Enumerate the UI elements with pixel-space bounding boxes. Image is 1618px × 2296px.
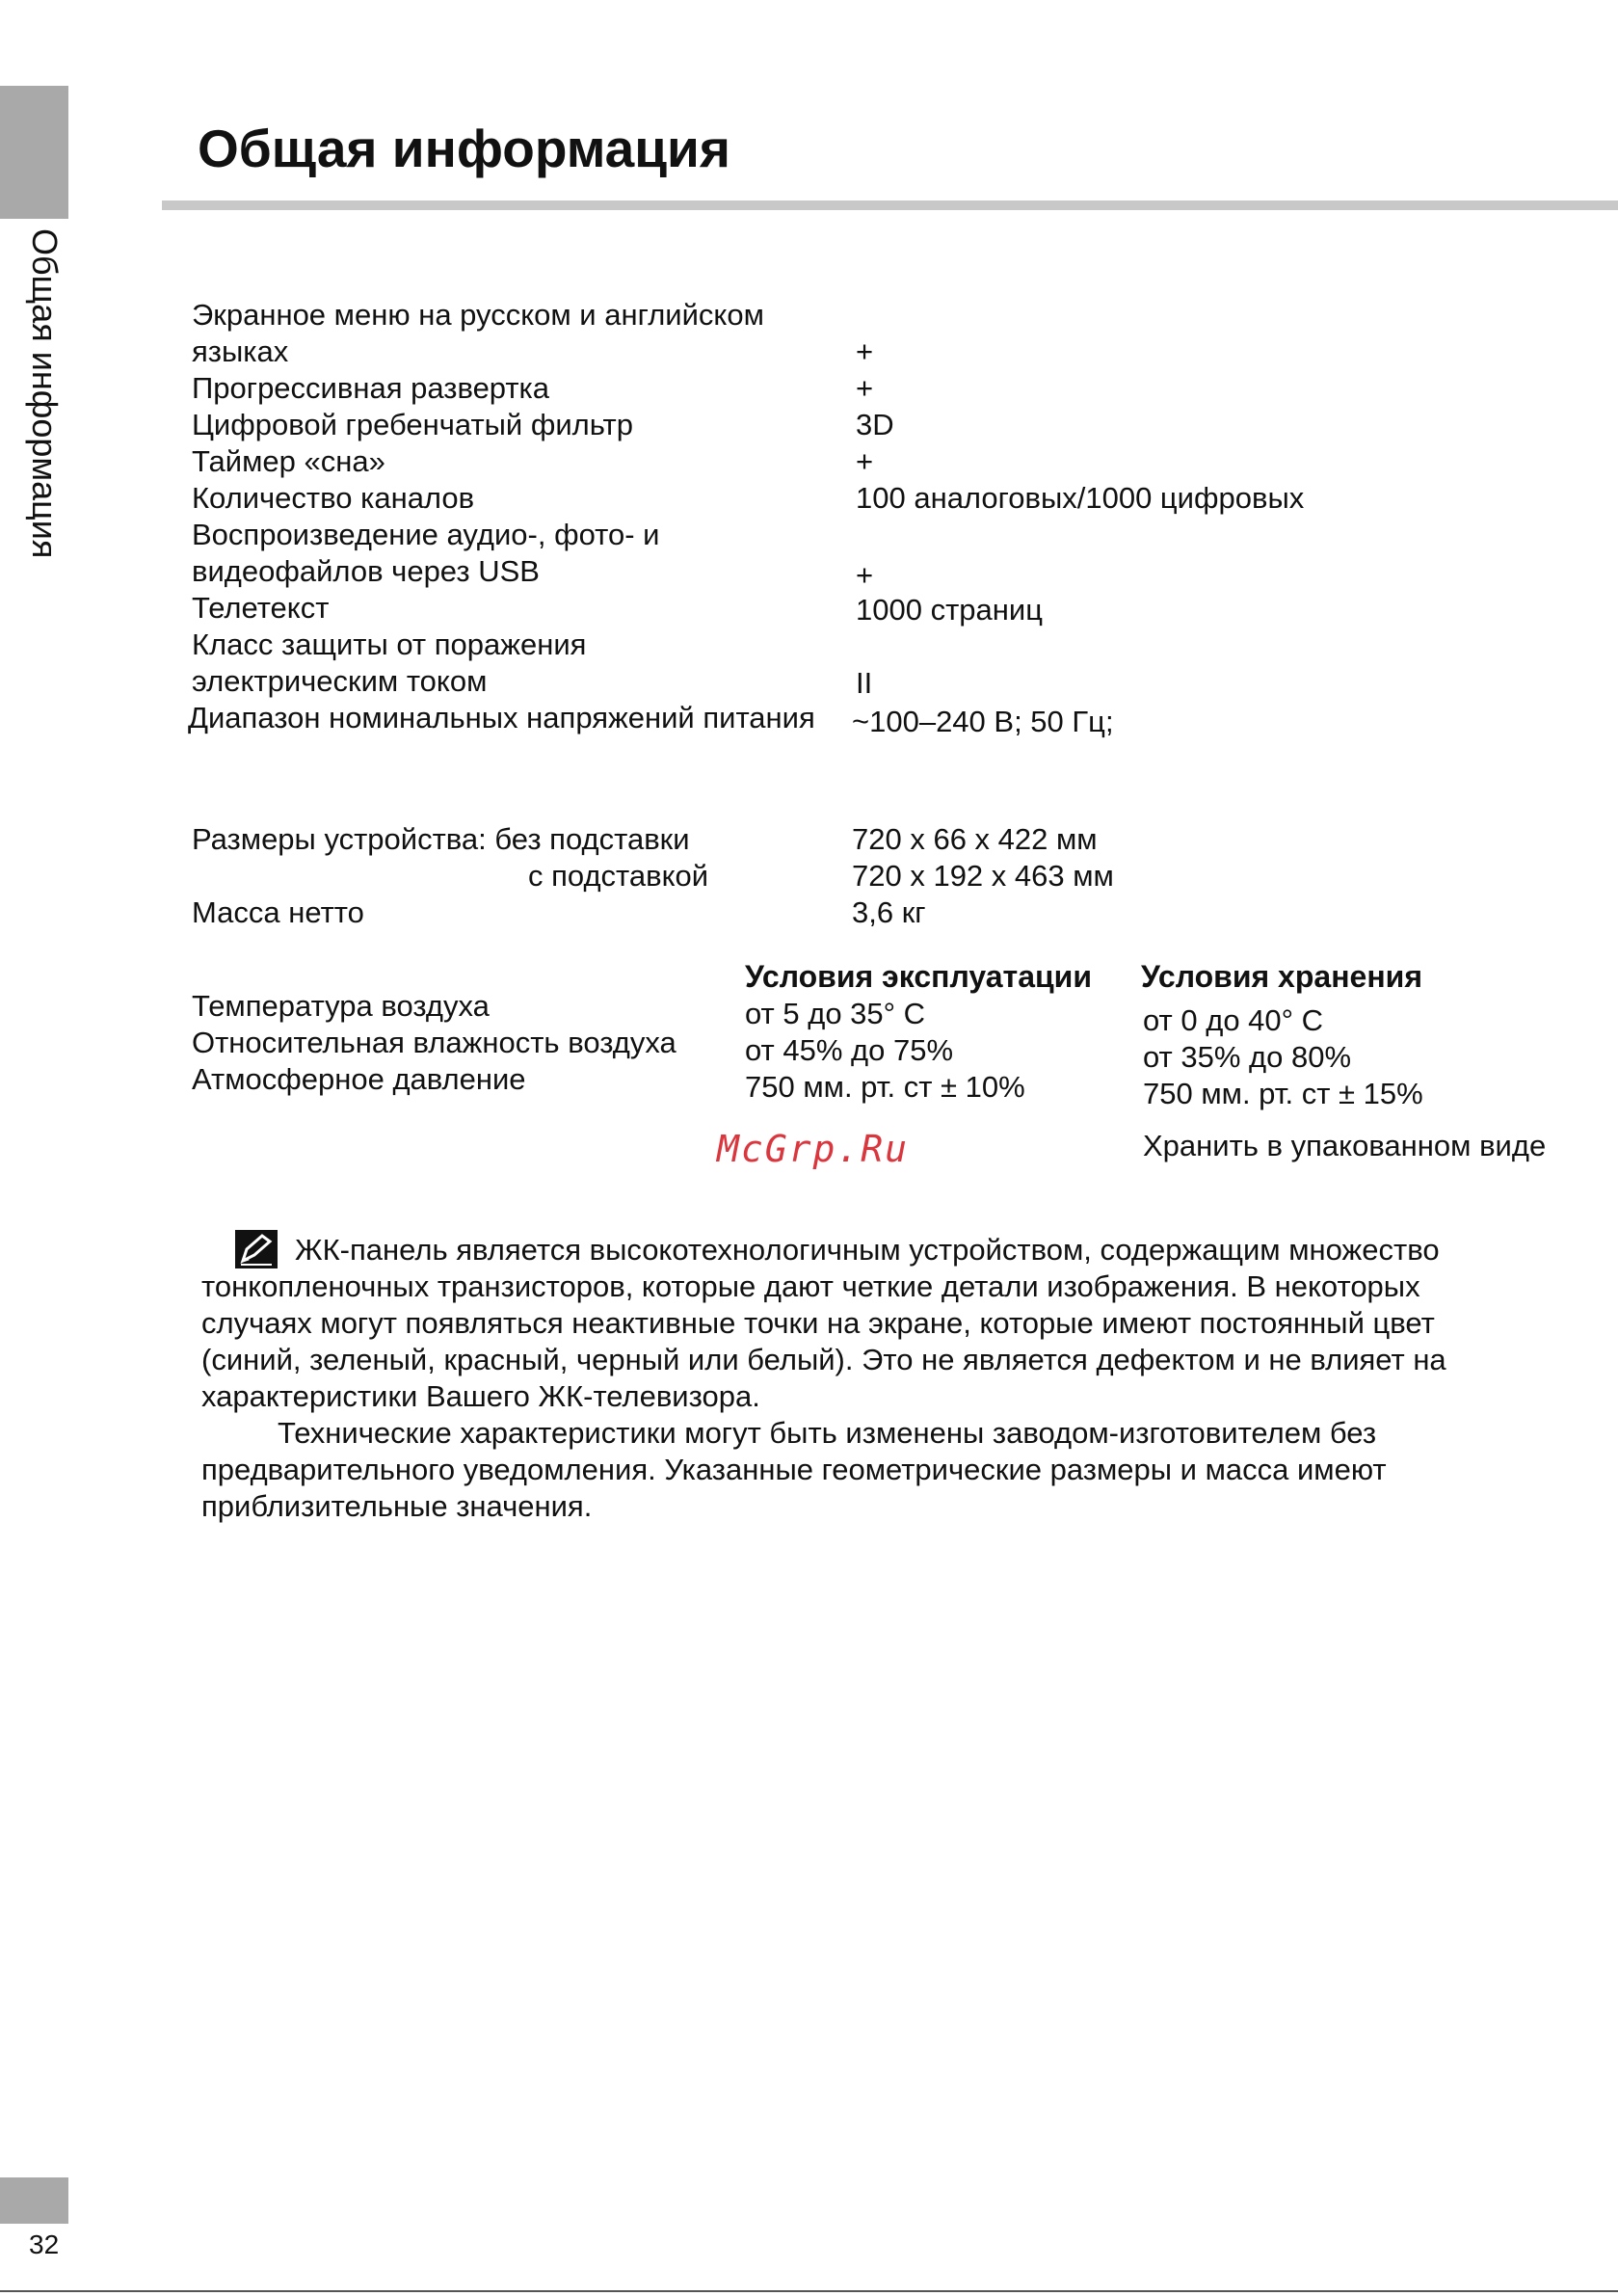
- spec-label: электрическим током: [192, 664, 488, 698]
- spec-label: Телетекст: [192, 591, 330, 625]
- spec-label: языках: [192, 334, 289, 368]
- mass-label: Масса нетто: [192, 895, 364, 929]
- disclaimer-line: предварительного уведомления. Указанные геометрические размеры и масса имеют: [201, 1453, 1387, 1486]
- note-icon: [235, 1230, 278, 1268]
- spec-value: 1000 страниц: [856, 593, 1043, 627]
- operation-header: Условия эксплуатации: [745, 959, 1092, 994]
- spec-value: II: [856, 666, 873, 700]
- storage-note: Хранить в упакованном виде: [1143, 1129, 1547, 1162]
- note-line: (синий, зеленый, красный, черный или белый). Это не является дефектом и не влияет на: [201, 1343, 1446, 1376]
- condition-label: Температура воздуха: [192, 989, 490, 1023]
- spec-value: +: [856, 334, 874, 368]
- note-line: ЖК-панель является высокотехнологичным устройством, содержащим множество: [295, 1233, 1440, 1267]
- spec-label: Количество каналов: [192, 481, 475, 515]
- spec-label: Прогрессивная развертка: [192, 371, 550, 405]
- page-number: 32: [29, 2229, 60, 2259]
- condition-operation: от 5 до 35° С: [745, 997, 926, 1030]
- side-tab-block: [0, 86, 68, 219]
- mass-value: 3,6 кг: [852, 895, 926, 929]
- disclaimer-line: Технические характеристики могут быть изменены заводом-изготовителем без: [278, 1416, 1377, 1450]
- page-title: Общая информация: [198, 119, 730, 178]
- spec-value: +: [856, 371, 874, 405]
- bottom-divider: [0, 2290, 1618, 2292]
- spec-value: +: [856, 444, 874, 478]
- storage-header: Условия хранения: [1141, 959, 1422, 994]
- dimensions-value-stand: 720 x 192 x 463 мм: [852, 859, 1114, 893]
- condition-label: Атмосферное давление: [192, 1062, 526, 1096]
- spec-value: 100 аналоговых/1000 цифровых: [856, 481, 1305, 515]
- watermark: McGrp.Ru: [717, 1128, 910, 1170]
- spec-label: Класс защиты от поражения: [192, 627, 587, 661]
- spec-label: видеофайлов через USB: [192, 554, 540, 588]
- condition-storage: 750 мм. рт. ст ± 15%: [1143, 1077, 1423, 1110]
- condition-label: Относительная влажность воздуха: [192, 1026, 676, 1059]
- dimensions-value-no-stand: 720 x 66 x 422 мм: [852, 822, 1098, 856]
- title-divider: [162, 200, 1618, 210]
- page-number-block: [0, 2177, 68, 2224]
- spec-label: Таймер «сна»: [192, 444, 385, 478]
- side-tab-label: Общая информация: [25, 228, 65, 559]
- spec-label: Воспроизведение аудио-, фото- и: [192, 518, 660, 551]
- dimensions-label: Размеры устройства: без подставки: [192, 822, 690, 856]
- condition-storage: от 35% до 80%: [1143, 1040, 1352, 1074]
- note-line: тонкопленочных транзисторов, которые дают четкие детали изображения. В некоторых: [201, 1269, 1420, 1303]
- spec-value: 3D: [856, 408, 894, 441]
- spec-label: Экранное меню на русском и английском: [192, 298, 764, 332]
- spec-value: +: [856, 558, 874, 592]
- note-line: случаях могут появляться неактивные точки на экране, которые имеют постоянный цвет: [201, 1306, 1435, 1340]
- condition-operation: 750 мм. рт. ст ± 10%: [745, 1070, 1025, 1104]
- spec-label: Цифровой гребенчатый фильтр: [192, 408, 633, 441]
- disclaimer-line: приблизительные значения.: [201, 1489, 593, 1523]
- note-line: характеристики Вашего ЖК-телевизора.: [201, 1379, 760, 1413]
- spec-label: Диапазон номинальных напряжений питания: [188, 701, 815, 734]
- dimensions-label-stand: с подставкой: [528, 859, 709, 893]
- spec-value: ~100–240 В; 50 Гц;: [852, 705, 1114, 738]
- condition-storage: от 0 до 40° С: [1143, 1003, 1324, 1037]
- condition-operation: от 45% до 75%: [745, 1033, 954, 1067]
